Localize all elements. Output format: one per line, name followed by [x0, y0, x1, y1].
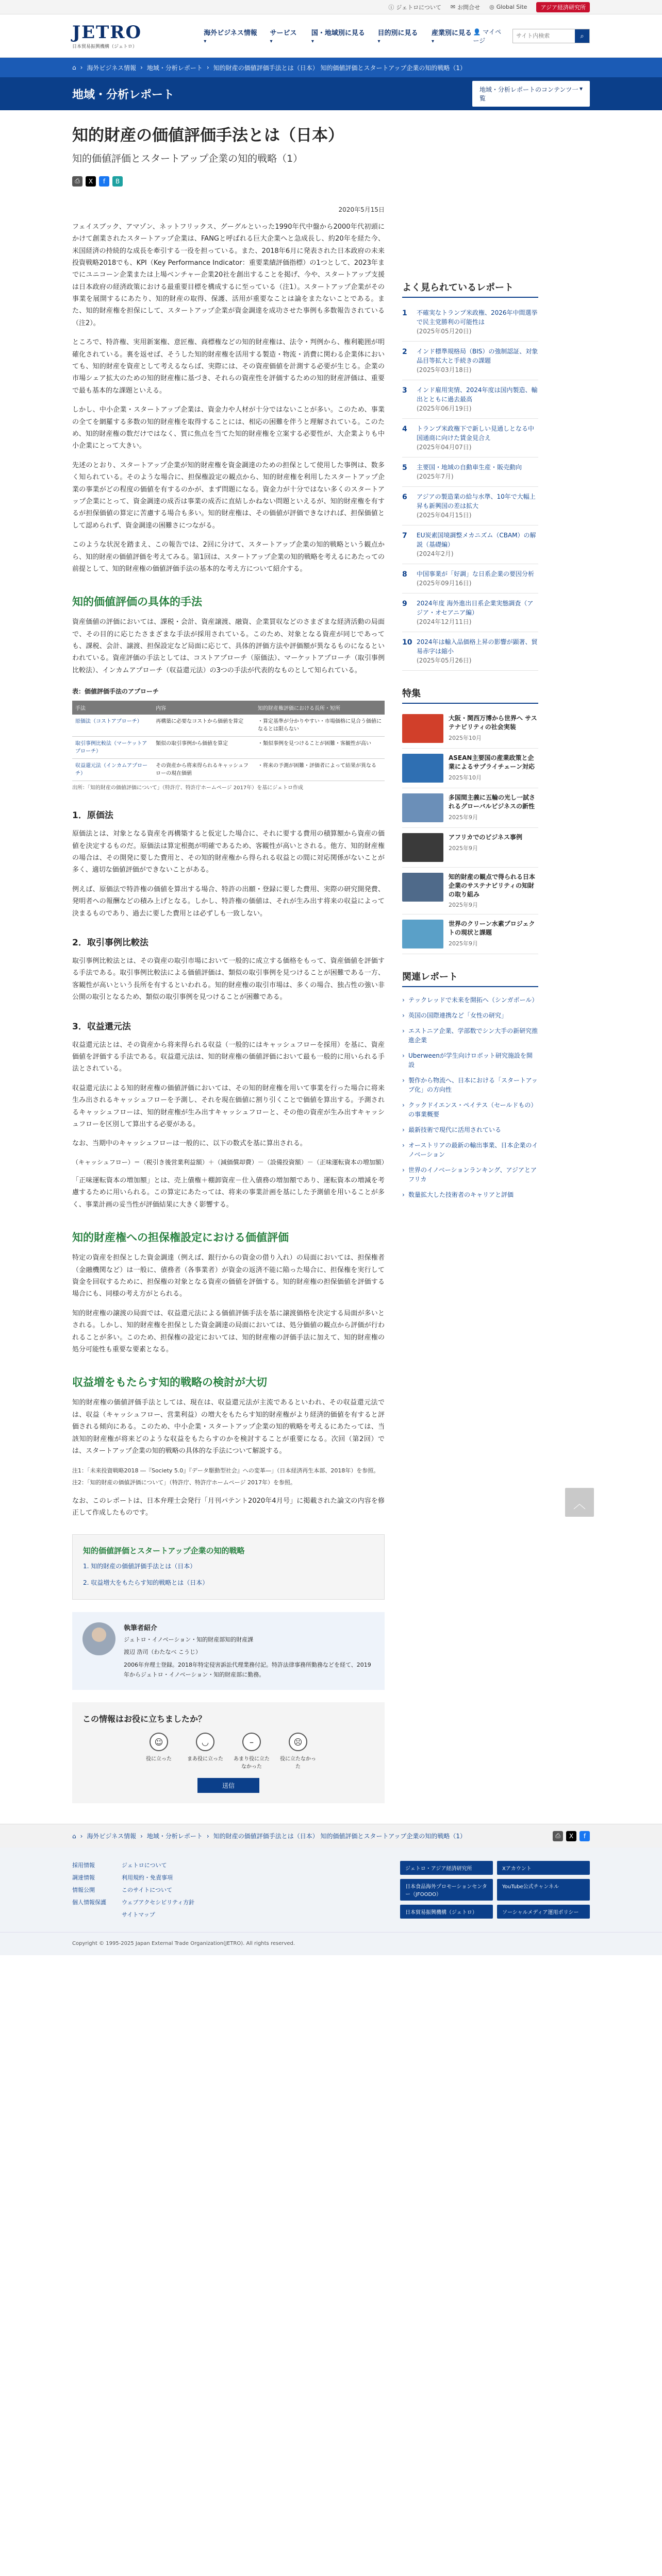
- smile-icon: ☺: [150, 1733, 168, 1751]
- breadcrumb-home[interactable]: [72, 1833, 76, 1840]
- utility-bar: [0, 0, 662, 14]
- nav-region[interactable]: 国・地域別に見る ▾: [311, 27, 366, 45]
- feature-item[interactable]: 多国間主義に五輪の光し一試されるグローバルビジネスの新性 2025年9月: [402, 788, 538, 828]
- home-icon: ⌂: [72, 1832, 76, 1840]
- site-search: [512, 29, 590, 43]
- survey-choices: [82, 1733, 374, 1770]
- breadcrumb-reports[interactable]: 地域・分析レポート: [146, 64, 203, 72]
- mail-icon: ✉: [450, 4, 456, 10]
- subsection-heading: 3．収益還元法: [72, 1021, 131, 1032]
- nav-overseas[interactable]: 海外ビジネス情報 ▾: [204, 27, 257, 45]
- author-bio: 2006年弁理士登録。2018年特定侵害訴訟代理業務付記。特許法律事務所勤務などを経て、2019年からジェトロ・イノベーション・知的財産部に勤務。: [124, 1662, 371, 1678]
- feature-title: 特集: [402, 686, 538, 704]
- table-row: 取引事例比較法（マーケットアプローチ） 類似の取引事例から価値を算定 ・類似事例を見つけることが困難・客観性が高い: [72, 737, 385, 759]
- x-icon[interactable]: X: [566, 1831, 576, 1841]
- search-icon: ⌕: [580, 31, 584, 40]
- global-site-link[interactable]: ◎ Global Site: [489, 4, 527, 10]
- site-footer: [0, 1848, 662, 1932]
- facebook-icon[interactable]: f: [99, 176, 109, 187]
- x-icon[interactable]: X: [86, 176, 96, 187]
- list-item[interactable]: 1 不確実なトランプ米政権、2026年中間選挙で民主党勝利の可能性は (2025年05月20日): [402, 303, 538, 342]
- footer-col-1: [72, 1861, 106, 1919]
- paragraph: 知的財産権の譲渡の局面では、収益還元法による価値評価手法を基に譲渡価格を決定する局面が多いとされる。しかし、知的財産権を担保とした資金調達の局面においては、処分価値の観点から評価が行われることが多い。このため、担保権の設定においては、知的財産権の評価手法に加えて、知的財産権の処分可能性も重要な要素となる。: [72, 1309, 385, 1353]
- nav-services[interactable]: サービス ▾: [270, 27, 299, 45]
- chevron-up-icon: ︿: [573, 1496, 586, 1511]
- subsection-heading: 1．原価法: [72, 810, 113, 821]
- footer-link[interactable]: 採用情報: [72, 1862, 95, 1869]
- author-org: ジェトロ・イノベーション・知的財産部知的財産課: [124, 1636, 254, 1643]
- globe-icon: ◎: [489, 4, 494, 10]
- paragraph: 例えば、原価法で特許権の価値を算出する場合、特許の出願・登録に要した費用、実際の研究開発費、発明者への報酬などの積み上げとなる。しかし、特許権の価値は、それが生み出す将来の収益によって決まるものであり、過去に要した費用とは必ずしも一致しない。: [72, 885, 385, 918]
- section-title: 地域・分析レポート: [72, 88, 175, 101]
- related-link[interactable]: › 最新技術で現代に活用されている: [402, 1122, 538, 1138]
- choice-not-useful[interactable]: ☹ 役に立たなかった: [280, 1733, 316, 1770]
- breadcrumb-current: 知的財産の価値評価手法とは（日本） 知的価値評価とスタートアップ企業の知的戦略（1）: [213, 64, 466, 72]
- user-icon: 👤: [473, 28, 481, 36]
- choice-not-very-useful[interactable]: – あまり役に立たなかった: [234, 1733, 270, 1770]
- list-item[interactable]: 5 主要国・地域の自動車生産・販売動向 (2025年7月): [402, 457, 538, 487]
- survey-submit-button[interactable]: 送信: [197, 1778, 259, 1793]
- list-item[interactable]: 6 アジアの製造業の給与水準、10年で大幅上昇も新興国の差は拡大 (2025年04月15日): [402, 487, 538, 526]
- list-item[interactable]: 10 2024年は輸入品価格上昇の影響が顕著、貿易赤字は縮小 (2025年05月26日): [402, 632, 538, 671]
- chevron-down-icon: ▾: [579, 85, 583, 92]
- table-caption: 表：価値評価手法のアプローチ: [72, 688, 159, 696]
- footer-link[interactable]: ジェトロについて: [122, 1862, 167, 1869]
- breadcrumb-home[interactable]: [72, 64, 76, 71]
- series-box: [72, 1534, 385, 1599]
- mypage-link[interactable]: 👤 マイページ: [473, 28, 502, 44]
- table-row: 原価法（コストアプローチ） 再構築に必要なコストから価値を算定 ・算定基準が分かりやすい・市場価格に見合う価値になるとは限らない: [72, 715, 385, 737]
- content-wrap: [0, 110, 662, 1803]
- related-link[interactable]: › 英国の国際連携など「女性の研究」: [402, 1008, 538, 1023]
- breadcrumb: ⌂ › 海外ビジネス情報 › 地域・分析レポート › 知的財産の価値評価手法とは（日本） 知的価値評価とスタートアップ企業の知的戦略（1）: [0, 58, 662, 77]
- author-heading: 執筆者紹介: [124, 1624, 158, 1632]
- survey-question: この情報はお役に立ちましたか？: [82, 1714, 207, 1724]
- feature-item[interactable]: ASEAN主要国の産業政策と企業によるサプライチェーン対応 2025年10月: [402, 749, 538, 788]
- footer-breadcrumb: ⌂ › 海外ビジネス情報 › 地域・分析レポート › 知的財産の価値評価手法とは（日本） 知的価値評価とスタートアップ企業の知的戦略（1） ⎙ X f: [0, 1824, 662, 1848]
- list-item[interactable]: 3 インド雇用実情、2024年度は国内製造、輸出とともに過去最高 (2025年06月19日): [402, 380, 538, 419]
- paragraph: 収益還元法による知的財産権の価値評価においては、その知的財産権を用いて事業を行った場合に将来生み出されるキャッシュフローを予測し、それを現在価値に割り引くことで価値を算出する。予測されるキャッシュフローは、知的財産権が生み出すキャッシュフローと、その他の資産が生み出すキャッシュフローを区別して算出する必要がある。: [72, 1084, 385, 1128]
- related-link[interactable]: › 製作から物流へ、日本における「スタートアップ化」の方向性: [402, 1073, 538, 1097]
- article: [72, 110, 388, 1803]
- print-icon[interactable]: ⎙: [72, 176, 82, 187]
- feature-thumbnail: [402, 754, 443, 783]
- breadcrumb-current: 知的財産の価値評価手法とは（日本） 知的価値評価とスタートアップ企業の知的戦略（1）: [213, 1833, 466, 1840]
- contents-list-button[interactable]: 地域・分析レポートのコンテンツ一覧 ▾: [472, 81, 590, 107]
- footer-share: [553, 1831, 590, 1841]
- related-reports: [402, 970, 538, 1202]
- paragraph: 先述のとおり、スタートアップ企業が知的財産権を資金調達のための担保として使用した事例は、数多く知られている。そのような場合に、担保権設定の観点から、知的財産権を利用したスタートアップ企業の事業がどの程度の価値を有するのかが、まず問題になる。資金力が十分ではない多くのスタートアップ企業にとって、資金調達の成否は事業の成否に直結しかねない問題といえるが、知的財産権を有するが担保価値の算定に苦慮する場合も多い。知的財産権は、その価値が評価できなければ、担保価値として認められず、資金調達の困難さにつながる。: [72, 461, 385, 530]
- facebook-icon[interactable]: f: [580, 1831, 590, 1841]
- feedback-survey: [72, 1702, 385, 1803]
- paragraph: しかし、中小企業・スタートアップ企業は、資金力や人材が十分ではないことが多い。このため、事業の全てを網羅する多数の知的財産権を取得することには、相応の困難を伴うと理解されている。このため、知的財産権の数だけではなく、質に焦点を当てた知的財産権を立案する必要性が、大企業よりも中小企業にとって大きい。: [72, 406, 385, 450]
- list-item[interactable]: 8 中国事業が「好調」な日系企業の要因分析 (2025年09月16日): [402, 564, 538, 594]
- footer-link[interactable]: サイトマップ: [122, 1911, 155, 1919]
- search-input[interactable]: [513, 29, 575, 43]
- sidebar: [402, 110, 538, 1803]
- feature-item[interactable]: アフリカでのビジネス事例 2025年9月: [402, 828, 538, 868]
- breadcrumb-reports[interactable]: 地域・分析レポート: [146, 1833, 203, 1840]
- footer-button[interactable]: 日本貿易振興機構（ジェトロ）: [400, 1905, 493, 1919]
- series-link[interactable]: 1. 知的財産の価値評価手法とは（日本）: [83, 1563, 196, 1570]
- frown-icon: ☹: [289, 1733, 307, 1751]
- info-icon: ⓘ: [388, 4, 394, 11]
- related-link[interactable]: › 数量拡大した技術者のキャリアと評価: [402, 1187, 538, 1202]
- paragraph: このような状況を踏まえ、この報告では、2回に分けて、スタートアップ企業の知的戦略という観点から、知的財産の価値評価を考えてみる。第1回は、スタートアップ企業の知的戦略を考えるにあたっての前提として、知的財産権の価値評価手法の基本的な考え方について紹介する。: [72, 541, 385, 573]
- hatena-icon[interactable]: B: [112, 176, 123, 187]
- choice-somewhat-useful[interactable]: ◡ まあ役に立った: [187, 1733, 223, 1770]
- nav-industry[interactable]: 産業別に見る ▾: [432, 27, 473, 45]
- footnote: 注2：「知的財産の価値評価について」（特許庁、特許庁ホームページ 2017年）を参照。: [72, 1479, 296, 1486]
- list-item[interactable]: 4 トランプ米政権下で新しい見通しとなる中国通商に向けた賃金見合え (2025年04月07日): [402, 419, 538, 457]
- related-link[interactable]: › エストニア企業、学部数でシン大手の新研究推進企業: [402, 1023, 538, 1048]
- feature-thumbnail: [402, 920, 443, 948]
- paragraph: 資産価値の評価においては、課税・会計、資産譲渡、融資、企業買収などのさまざまな経済活動の局面で、その目的に応じたさまざまな手法が採用されている。このため、対象となる資産が同じであっても、課税、会計、譲渡、担保設定など局面に応じて、具体的評価方法や評価額が異なるものになるといわれている。資産評価の手法としては、コストアプローチ（原価法）、マーケットアプローチ（取引事例比較法）、インカムアプローチ（収益還元法）の3つの手法が代表的なものとして知られている。: [72, 618, 385, 674]
- feature-thumbnail: [402, 714, 443, 743]
- footer-button[interactable]: ソーシャルメディア運用ポリシー: [497, 1905, 590, 1919]
- site-header: [0, 14, 662, 58]
- paragraph: 知的財産権の価値評価手法としては、現在は、収益還元法が主流であるといわれ、その収益還元法では、収益（キャッシュフロー、営業利益）の増大をもたらす知的財産権がより経済的価値を有すると評価される傾向にある。このため、中小企業・スタートアップ企業の知的戦略を考えるにあたっては、当該知的財産権が将来どのような収益をもたらすのかを検討することが重要になる。次回（第2回）では、スタートアップ企業の知的戦略の具体的な手法について解説する。: [72, 1399, 385, 1455]
- footer-button[interactable]: Xアカウント: [497, 1861, 590, 1875]
- table-header: 知的財産権評価における長所・短所: [255, 701, 385, 715]
- cashflow-formula: （キャッシュフロー）＝（税引き後営業利益額）＋（減価償却費）－（設備投資額）－（正味運転資本の増加額）: [72, 1158, 388, 1166]
- footer-button[interactable]: ジェトロ・アジア経済研究所: [400, 1861, 493, 1875]
- table-row: 収益還元法（インカムアプローチ） その資産から将来得られるキャッシュフローの現在価値 ・将来の予測が困難・評価者によって結果が異なる: [72, 759, 385, 781]
- contact-link[interactable]: ✉ お問合せ: [450, 4, 481, 11]
- footer-link[interactable]: ウェブアクセシビリティ方針: [122, 1899, 195, 1906]
- search-button[interactable]: [575, 29, 589, 43]
- section-heading: 知的価値評価の具体的手法: [72, 596, 202, 608]
- paragraph: 取引事例比較法とは、その資産の取引市場において一般的に成立する価格をもって、資産価値を評価する手法である。取引事例比較法による価値評価は、類似の取引事例を見つけることが困難である一方、客観性が高いという長所を有するといわれる。知的財産権の取引市場は、多くの場合、独占性の強い非公開の取引となるため、類似の取引事例を見つけることが困難である。: [72, 957, 385, 1002]
- list-item[interactable]: 9 2024年度 海外進出日系企業実態調査（アジア・オセアニア編） (2024年12月11日): [402, 594, 538, 632]
- section-banner: [0, 77, 662, 110]
- related-title: 関連レポート: [402, 970, 538, 987]
- footnote: 注1：「未来投資戦略2018 ―『Society 5.0』『データ駆動型社会』への変革―」（日本経済再生本部、2018年）を参照。: [72, 1467, 379, 1475]
- paragraph: 「正味運転資本の増加額」とは、売上債権＋棚卸資産－仕入債務の増加額であり、運転資本の増減を考慮するために用いられる。この算定にあたっては、将来の事業計画を基にした予測値を用いることが多く、事業計画の妥当性が評価結果に大きく影響する。: [72, 1177, 385, 1209]
- article-title: 知的財産の価値評価手法とは（日本）: [72, 126, 344, 145]
- series-title: 知的価値評価とスタートアップ企業の知的戦略: [83, 1546, 245, 1556]
- paragraph: ところで、特許権、実用新案権、意匠権、商標権などの知的財産権は、法令・判例から、権利範囲が明確化されている。裏を返せば、そうした知的財産権を活用する製造・物流・消費に関わる企業体においても、知的財産を資産として考えるならば、実際には、その資産価値を計測する必要が生じる。企業の市場シェア拡大のための知的財産権に基づき、それらの資産性を評価するための知的財産評価は、重要で最も基本的な課題といえる。: [72, 338, 385, 395]
- footer-link[interactable]: このサイトについて: [122, 1887, 173, 1894]
- publish-date: 2020年5月15日: [338, 206, 385, 213]
- copyright: Copyright © 1995-2025 Japan External Trade Organization(JETRO). All rights reserved.: [0, 1932, 662, 1955]
- feature-item[interactable]: 大阪・関西万博から世界へ サステナビリティの社会実装 2025年10月: [402, 709, 538, 749]
- series-link[interactable]: 2. 収益増大をもたらす知的戦略とは（日本）: [83, 1579, 209, 1587]
- header-right: [473, 27, 590, 45]
- related-link[interactable]: › 世界のイノベーションランキング、アジアとアフリカ: [402, 1162, 538, 1187]
- list-item[interactable]: 2 インド標準規格局（BIS）の強制認証、対象品目等拡大と手続きの課題 (2025年03月18日): [402, 342, 538, 380]
- back-to-top-button[interactable]: [565, 1488, 594, 1517]
- home-icon: ⌂: [72, 64, 76, 71]
- footer-link[interactable]: 個人情報保護: [72, 1899, 106, 1906]
- share-buttons: [72, 176, 385, 187]
- table-source: 出所：「知的財産の価値評価について」（特許庁、特許庁ホームページ 2017年）を基にジェトロ作成: [72, 785, 304, 791]
- footer-button[interactable]: YouTube公式チャンネル: [497, 1879, 590, 1901]
- feature-section: [402, 686, 538, 954]
- footnotes: [72, 1466, 385, 1487]
- footer-col-2: [122, 1861, 194, 1919]
- paragraph: 特定の資産を担保とした資金調達（例えば、銀行からの資金の借り入れ）の局面においては、担保権者（金融機関など）は一般に、債務者（各事業者）が資金の返済不能に陥った場合に、担保権を実行して資金を回収するために、担保権の対象となる資産の価値を評価する。知的財産権の担保価値を評価する場合にも、同様の考え方がとられる。: [72, 1254, 385, 1298]
- related-link[interactable]: › クックドイエンス・ペイテス（セールドもの）の事業概要: [402, 1097, 538, 1122]
- avatar: [82, 1622, 115, 1655]
- paragraph: なお、当期中のキャッシュフローは一般的に、以下の数式を基に算出される。: [72, 1140, 307, 1148]
- ide-link[interactable]: アジア経済研究所: [536, 2, 590, 12]
- feature-thumbnail: [402, 793, 443, 822]
- popular-reports-title: よく見られているレポート: [402, 280, 538, 298]
- choice-useful[interactable]: ☺ 役に立った: [141, 1733, 177, 1770]
- methods-table: [72, 701, 385, 781]
- related-link[interactable]: › テックレッドで未来を開拓へ（シンガポール）: [402, 992, 538, 1008]
- global-nav: [204, 27, 473, 45]
- section-heading: 知的財産権への担保権設定における価値評価: [72, 1231, 289, 1244]
- table-header: 内容: [153, 701, 255, 715]
- feature-item[interactable]: 世界のクリーン水素プロジェクトの現状と課題 2025年9月: [402, 914, 538, 954]
- paragraph: 原価法とは、対象となる資産を再構築すると仮定した場合に、それに要する費用の積算額から資産の価値を決定するものだ。原価法は算定根拠が明確であるため、客観性が高いとされる。他方、知的財産権の場合は、その開発に要した費用と、その知的財産権から得られる収益との間に対応関係がないことが多く、適切な価値評価ができないことがある。: [72, 830, 385, 874]
- neutral-face-icon: –: [242, 1733, 261, 1751]
- subsection-heading: 2．取引事例比較法: [72, 937, 148, 948]
- section-heading: 収益増をもたらす知的戦略の検討が大切: [72, 1376, 267, 1389]
- article-subtitle: 知的価値評価とスタートアップ企業の知的戦略（1）: [72, 152, 303, 164]
- author-name: 渡辺 浩司（わたなべ こうじ）: [124, 1649, 201, 1656]
- breadcrumb-overseas[interactable]: 海外ビジネス情報: [87, 64, 137, 72]
- paragraph: なお、このレポートは、日本弁理士会発行「月刊パテント2020年4月号」に掲載された論文の内容を修正して作成したものです。: [72, 1497, 385, 1517]
- breadcrumb-overseas[interactable]: 海外ビジネス情報: [87, 1833, 137, 1840]
- feature-item[interactable]: 知的財産の観点で得られる日本企業のサステナビリティの知財の取り組み 2025年9月: [402, 868, 538, 914]
- nav-purpose[interactable]: 目的別に見る ▾: [378, 27, 420, 45]
- list-item[interactable]: 7 EU炭素国境調整メカニズム（CBAM）の解説（基礎編） (2024年2月): [402, 526, 538, 564]
- author-box: [72, 1612, 385, 1690]
- table-header: 手法: [72, 701, 153, 715]
- feature-thumbnail: [402, 833, 443, 862]
- jetro-logo[interactable]: JETRO 日本貿易振興機構（ジェトロ）: [72, 22, 142, 49]
- print-icon[interactable]: ⎙: [553, 1831, 563, 1841]
- footer-link[interactable]: 情報公開: [72, 1887, 95, 1894]
- feature-thumbnail: [402, 873, 443, 902]
- slight-smile-icon: ◡: [196, 1733, 214, 1751]
- footer-buttons: [400, 1861, 590, 1919]
- paragraph: フェイスブック、アマゾン、ネットフリックス、グーグルといった1990年代中盤から2000年代初頭にかけて創業されたスタートアップ企業は、FANGと呼ばれる巨大企業へと急成長し、約20年を経た今、米国経済の持続的な成長を牽引する一役を担っている。また、2018年6月に発表された日本政府の未来投資戦略2018でも、KPI（Key Performance Indicator：重要業績評価指標）の1つとして、2023年までにユニコーン企業または上場ベンチャー企業20社を創出することを掲げ、今や、スタートアップ支援は日本政府の経済政策における最重要目標を構成するに至っている（注1）。スタートアップ企業がその事業を展開するにあたり、知的財産の取得、保護、活用が重要なことは論をまたないことである。また、知的財産権を担保にして、スタートアップ企業が資金調達を成功させた事例も多数報告されている（注2）。: [72, 223, 385, 327]
- footer-link[interactable]: 調達情報: [72, 1874, 95, 1882]
- footer-button[interactable]: 日本食品海外プロモーションセンター（JFOODO）: [400, 1879, 493, 1901]
- related-link[interactable]: › Uberweenが学生向けロボット研究施設を開設: [402, 1048, 538, 1073]
- about-link[interactable]: ⓘ ジェトロについて: [388, 4, 441, 11]
- related-link[interactable]: › オーストリアの最新の輸出事業、日本企業のイノベーション: [402, 1138, 538, 1162]
- popular-reports-list: [402, 303, 538, 671]
- footer-link[interactable]: 利用規約・免責事項: [122, 1874, 173, 1882]
- paragraph: 収益還元法とは、その資産から将来得られる収益（一般的にはキャッシュフローを採用）を基に、資産価値を評価する手法である。収益還元法は、知的財産権の価値評価において最も一般的に用いられる手法とされている。: [72, 1041, 385, 1073]
